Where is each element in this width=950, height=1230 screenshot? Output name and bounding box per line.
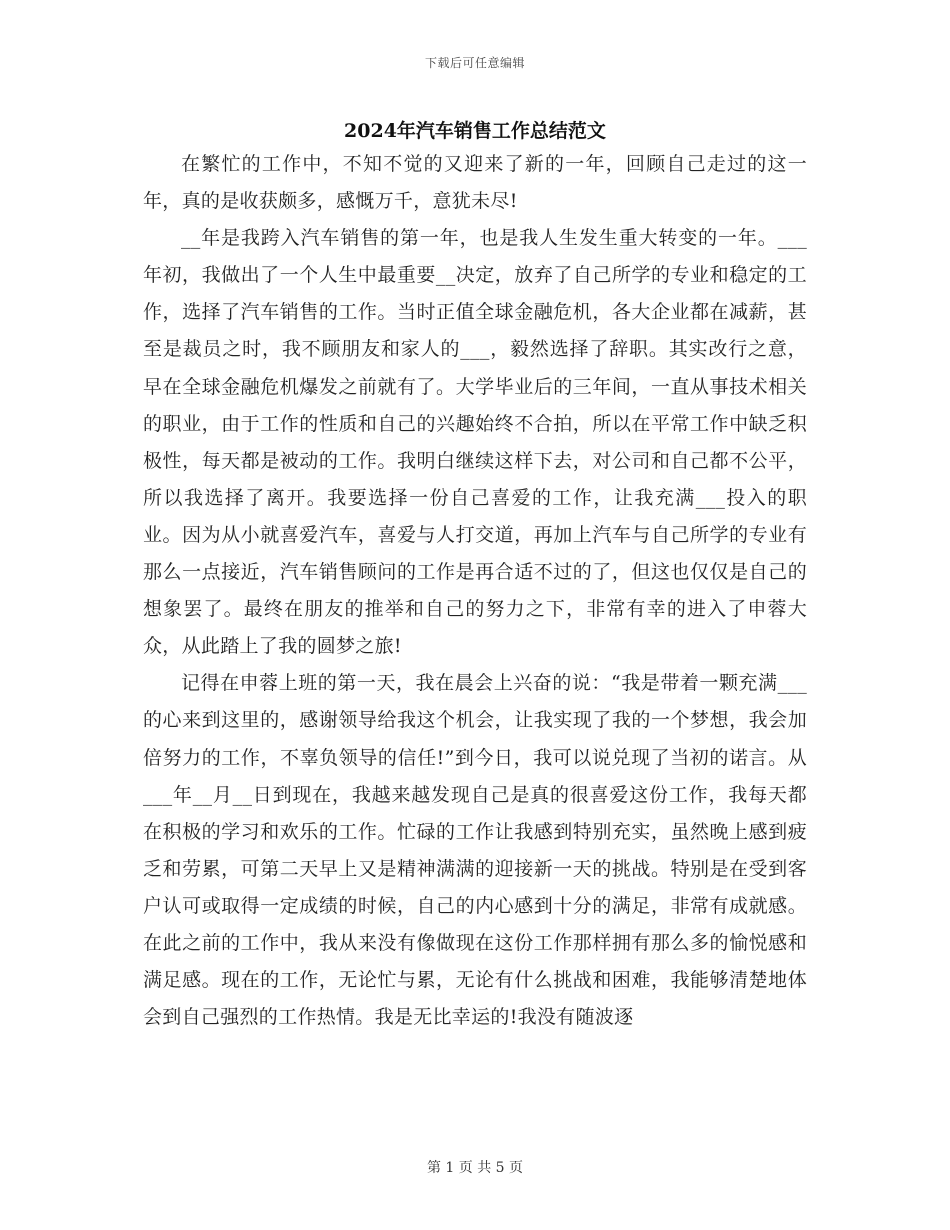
page-number-footer: 第 1 页 共 5 页: [426, 1160, 524, 1176]
paragraph: __年是我跨入汽车销售的第一年，也是我人生发生重大转变的一年。___年初，我做出了一个人生中最重要__决定，放弃了自己所学的专业和稳定的工作，选择了汽车销售的工作。当时正值全球金融危机，各大企业都在减薪，甚至是裁员之时，我不顾朋友和家人的___，毅然选择了辞职。其实改行之意，早在全球金融危机爆发之前就有了。大学毕业后的三年间，一直从事技术相关的职业，由于工作的性质和自己的兴趣始终不合拍，所以在平常工作中缺乏积极性，每天都是被动的工作。我明白继续这样下去，对公司和自己都不公平，所以我选择了离开。我要选择一份自己喜爱的工作，让我充满___投入的职业。因为从小就喜爱汽车，喜爱与人打交道，再加上汽车与自己所学的专业有那么一点接近，汽车销售顾问的工作是再合适不过的了，但这也仅仅是自己的想象罢了。最终在朋友的推举和自己的努力之下，非常有幸的进入了申蓉大众，从此踏上了我的圆梦之旅!: [143, 227, 807, 658]
header-note: 下载后可任意编辑: [424, 56, 525, 70]
document-body: [143, 146, 807, 1036]
paragraph: 在繁忙的工作中，不知不觉的又迎来了新的一年，回顾自己走过的这一年，真的是收获颇多，感慨万千，意犹未尽!: [143, 153, 807, 213]
document-title: 2024年汽车销售工作总结范文: [344, 120, 606, 142]
paragraph: 记得在申蓉上班的第一天，我在晨会上兴奋的说：“我是带着一颗充满___的心来到这里的，感谢领导给我这个机会，让我实现了我的一个梦想，我会加倍努力的工作，不辜负领导的信任!”到今日，我可以说兑现了当初的诺言。从___年__月__日到现在，我越来越发现自己是真的很喜爱这份工作，我每天都在积极的学习和欢乐的工作。忙碌的工作让我感到特别充实，虽然晚上感到疲乏和劳累，可第二天早上又是精神满满的迎接新一天的挑战。特别是在受到客户认可或取得一定成绩的时候，自己的内心感到十分的满足，非常有成就感。在此之前的工作中，我从来没有像做现在这份工作那样拥有那么多的愉悦感和满足感。现在的工作，无论忙与累，无论有什么挑战和困难，我能够清楚地体会到自己强烈的工作热情。我是无比幸运的!我没有随波逐: [143, 672, 807, 1029]
